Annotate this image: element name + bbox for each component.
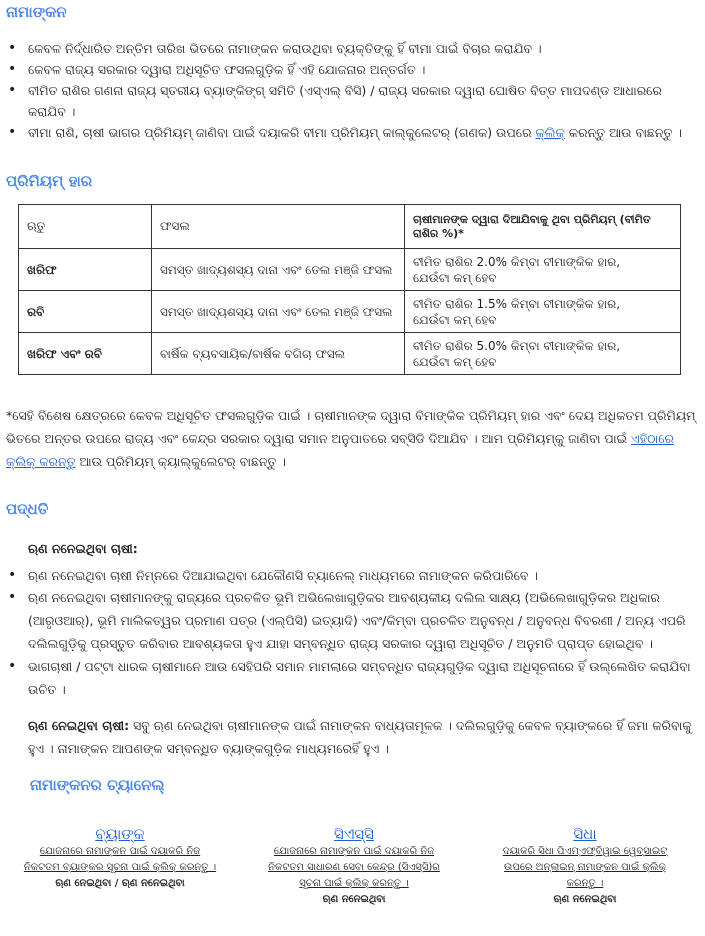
note-text: ଆଉ ପ୍ରିମିୟମ୍ କ୍ୟାଲ୍କୁଲେଟର୍ ବାଛନ୍ତୁ । xyxy=(75,454,287,469)
channel-desc: ନିକଟତମ ବ୍ୟାଙ୍କର ସୂଚନା ପାଇଁ କ୍ଲିକ୍ କରନ୍ତୁ । xyxy=(23,862,217,873)
rate-line: ଯେଉଁଟା କମ୍ ହେବ xyxy=(413,270,497,285)
channel-desc: ଦୟାକରି ସିଧା ପିଏମ୍‌ଏଫ୍‌ବିୱାଇ ୱେବ୍‌ସାଇଟ୍ xyxy=(502,846,668,857)
list-item: • ଋଣ ନନେଇଥିବା ଚାଷୀମାନଙ୍କୁ ରାଜ୍ୟରେ ପ୍ରଚଳିତ ଭୂମି ଅଭିଲେଖାଗୁଡ଼ିକର ଆବଶ୍ୟକୀୟ ଦଲିଲ ସାକ୍ଷ୍ୟ (ଅଭିଲେଖାଗୁଡ଼ିକର ଅଧିକାର (ଆରୃଓଆର୍), ଭୂମି ମାଲିକତ୍ୱର ପ୍ରମାଣ ପତ୍ର (ଏଲ୍‌ପିସି) ଇତ୍ୟାଦି) ଏବଂ/କିମ୍ବା ପ୍ରଚଳିତ ଅନୁବନ୍ଧ / ଅନୁବନ୍ଧ ବିବରଣୀ / ଅନ୍ୟ ଏପରି ଦଲିଲଗୁଡ଼ିକୁ ପ୍ରସ୍ତୁତ କରିବାର ଆବଶ୍ୟକତା ହୁଏ ଯାହା ସମ୍ବନ୍ଧିତ ରାଜ୍ୟ ସରକାର ଦ୍ୱାରା ଅଧିସୂଚିତ / ଅନୁମତି ପ୍ରାପ୍ତ ହୋଇଥିବ । xyxy=(6,586,696,655)
premium-title: ପ୍ରିମିୟମ୍ ହାର xyxy=(6,172,93,190)
channels-row xyxy=(0,826,705,936)
note-text: *ସେହି ବିଶେଷ କ୍ଷେତ୍ରରେ କେବଳ ଅଧିସୂଚିତ ଫସଲଗୁଡ଼ିକ ପାଇଁ । ଚାଷୀମାନଙ୍କ ଦ୍ୱାରା ବିମାଙ୍କିକ ପ୍ରିମିୟମ୍ ହାର ଏବଂ ଦେୟ ଅଧିକତମ ପ୍ରିମିୟମ୍ ଭିତରେ ଅନ୍ତର ଉପରେ ରାଜ୍ୟ ଏବଂ କେନ୍ଦ୍ର ସରକାର ଦ୍ୱାରା ସମାନ ଅନୁପାତରେ ସବ୍ସିଡି ଦିଆଯିବ । ଆମ ପ୍ରିମିୟମ୍‌କୁ ଜାଣିବା ପାଇଁ xyxy=(6,408,696,446)
channel-bank-link[interactable]: ବ୍ୟାଙ୍କ xyxy=(95,825,145,843)
channel-desc: ଯୋଜନାରେ ନାମାଙ୍କନ ପାଇଁ ଦୟାକରି ନିଜ xyxy=(39,846,201,857)
channel-desc: ନିକଟତମ ସାଧାରଣ ସେବା କେନ୍ଦ୍ର (ସିଏସ୍‌ସି)ର xyxy=(268,862,440,873)
channel-desc: ଯୋଜନାରେ ନାମାଙ୍କନ ପାଇଁ ଦୟାକରି ନିଜ xyxy=(273,846,435,857)
season-cell: ରବି xyxy=(19,291,152,333)
table-header-row xyxy=(19,205,681,249)
table-row xyxy=(19,333,681,375)
channel-desc: ସୂଚନା ପାଇଁ କ୍ଲିକ୍ କରନ୍ତୁ । xyxy=(299,878,409,889)
loanee-paragraph xyxy=(28,714,696,760)
channel-direct xyxy=(480,826,690,908)
channel-direct-link[interactable]: ସିଧା xyxy=(573,825,597,843)
loanee-text: ସବୁ ଋଣ ନେଇଥିବା ଚାଷୀମାନଙ୍କ ପାଇଁ ନାମାଙ୍କନ ବାଧ୍ୟତାମୂଳକ । ଦଲିଲଗୁଡ଼ିକୁ କେବଳ ବ୍ୟାଙ୍କରେ ହିଁ ଜମା କରିବାକୁ ହୁଏ । ନାମାଙ୍କନ ଆପଣଙ୍କ ସମ୍ବନ୍ଧିତ ବ୍ୟାଙ୍କଗୁଡ଼ିକ ମାଧ୍ୟମରେହିଁ ହୁଏ । xyxy=(28,718,692,756)
rate-line: ଯେଉଁଟା କମ୍ ହେବ xyxy=(413,354,497,369)
table-row xyxy=(19,291,681,333)
procedure-title: ପଦ୍ଧତି xyxy=(6,500,49,518)
season-cell: ଖରିଫ xyxy=(19,249,152,291)
list-item: • ବୀମିତ ରାଶିର ଗଣନା ରାଜ୍ୟ ସ୍ତରୀୟ ବ୍ୟାଙ୍କିଙ୍ଗ୍ ସମିତି (ଏସ୍ଏଲ୍ ବିସି) / ରାଜ୍ୟ ସରକାର ଦ୍ୱାରା ଘୋଷିତ ବିତ୍ତ ମାପଦଣ୍ଡ ଆଧାରରେ କରାଯିବ । xyxy=(6,80,696,122)
crop-cell: ସମସ୍ତ ଖାଦ୍ୟଶସ୍ୟ ଦାନା ଏବଂ ତେଲ ମଞ୍ଜି ଫସଲ xyxy=(152,291,405,333)
premium-note xyxy=(6,404,696,473)
header-season: ଋତୁ xyxy=(19,205,152,249)
channel-eligibility: ଋଣ ନନେଇଥିବା xyxy=(322,894,386,905)
premium-table xyxy=(18,204,681,375)
bullet-text: କରନ୍ତୁ ଆଉ ବାଛନ୍ତୁ । xyxy=(564,125,682,140)
list-item: • ଭାଗଚାଷୀ / ପଟ୍ଟା ଧାରକ ଚାଷୀମାନେ ଆଉ ସେହିପରି ସମାନ ମାମଲାରେ ସମ୍ବନ୍ଧିତ ରାଜ୍ୟଗୁଡ଼ିକ ଦ୍ୱାରା ଅଧିସୂଚନାରେ ହିଁ ଉଲ୍ଲେଖିତ କରାଯିବା ଉଚିତ । xyxy=(6,655,696,701)
crop-cell: ବାର୍ଷିକ ବ୍ୟବସାୟିକ/ବାର୍ଷିକ ବଗିଚା ଫସଲ xyxy=(152,333,405,375)
crop-cell: ସମସ୍ତ ଖାଦ୍ୟଶସ୍ୟ ଦାନା ଏବଂ ତେଲ ମଞ୍ଜି ଫସଲ xyxy=(152,249,405,291)
rate-line: ବୀମିତ ରାଶିର 1.5% କିମ୍ବା ବୀମାଙ୍କିକ ହାର, xyxy=(413,296,621,311)
premium-calculator-link[interactable]: ଏହିଠାରେ କ୍ଲିକ୍ କରନ୍ତୁ xyxy=(6,431,675,469)
rate-line: ବୀମିତ ରାଶିର 2.0% କିମ୍ବା ବୀମାଙ୍କିକ ହାର, xyxy=(413,254,621,269)
channels-title: ନାମାଙ୍କନର ଚ୍ୟାନେଲ୍ xyxy=(30,776,165,794)
rate-line: ଯେଉଁଟା କମ୍ ହେବ xyxy=(413,312,497,327)
channel-desc: କରନ୍ତୁ । xyxy=(566,878,604,889)
list-item: • କେବଳ ନିର୍ଦ୍ଧାରିତ ଅନ୍ତିମ ତାରିଖ ଭିତରେ ନାମାଙ୍କନ କରାଉଥିବା ବ୍ୟକ୍ତିଙ୍କୁ ହିଁ ବୀମା ପାଇଁ ବିଚାର କରାଯିବ । xyxy=(6,38,696,59)
list-item xyxy=(6,122,696,143)
channel-eligibility: ଋଣ ନେଇଥିବା / ଋଣ ନନେଇଥିବା xyxy=(55,878,185,889)
bullet-text: ବୀମା ରାଶି, ଚାଷୀ ଭାଗର ପ୍ରିମିୟମ୍ ଜାଣିବା ପାଇଁ ଦୟାକରି ବୀମା ପ୍ରିମିୟମ୍ କାଲ୍କୁଲେଟର୍ (ଗଣକ) ଉପରେ xyxy=(28,125,536,140)
enrollment-title: ନାମାଙ୍କନ xyxy=(6,3,67,21)
procedure-list xyxy=(6,565,696,701)
season-cell: ଖରିଫ ଏବଂ ରବି xyxy=(19,333,152,375)
list-item: • ଋଣ ନନେଇଥିବା ଚାଷୀ ନିମ୍ନରେ ଦିଆଯାଇଥିବା ଯେକୌଣସି ଚ୍ୟାନେଲ୍ ମାଧ୍ୟମରେ ନାମାଙ୍କନ କରିପାରିବେ । xyxy=(6,565,696,586)
non-loanee-heading: ଋଣ ନନେଇଥିବା ଚାଷୀ: xyxy=(28,541,138,556)
loanee-label: ଋଣ ନେଇଥିବା ଚାଷୀ: xyxy=(28,718,130,733)
enrollment-list xyxy=(6,38,696,143)
rate-cell xyxy=(405,333,681,375)
list-item: • କେବଳ ରାଜ୍ୟ ସରକାର ଦ୍ୱାରା ଅଧିସୂଚିତ ଫସଲଗୁଡ଼ିକ ହିଁ ଏହି ଯୋଜନାର ଅନ୍ତର୍ଗତ । xyxy=(6,59,696,80)
header-crop: ଫସଲ xyxy=(152,205,405,249)
rate-cell xyxy=(405,291,681,333)
channel-eligibility: ଋଣ ନନେଇଥିବା xyxy=(553,894,617,905)
table-row xyxy=(19,249,681,291)
channel-csc-link[interactable]: ସିଏସ୍‌ସି xyxy=(334,825,374,843)
channel-bank xyxy=(20,826,220,892)
calculator-link[interactable]: କ୍ଲିକ୍ xyxy=(535,125,565,140)
channel-csc xyxy=(254,826,454,908)
header-premium: ଚାଷୀମାନଙ୍କ ଦ୍ୱାରା ଦିଆଯିବାକୁ ଥିବା ପ୍ରିମିୟମ୍ (ବୀମିତ ରାଶିର %)* xyxy=(405,205,681,249)
rate-cell xyxy=(405,249,681,291)
channel-desc: ଉପରେ ଅନ୍‌ଲାଇନ୍ ନାମାଙ୍କନ ପାଇଁ କ୍ଲିକ୍ xyxy=(504,862,666,873)
rate-line: ବୀମିତ ରାଶିର 5.0% କିମ୍ବା ବୀମାଙ୍କିକ ହାର, xyxy=(413,338,621,353)
